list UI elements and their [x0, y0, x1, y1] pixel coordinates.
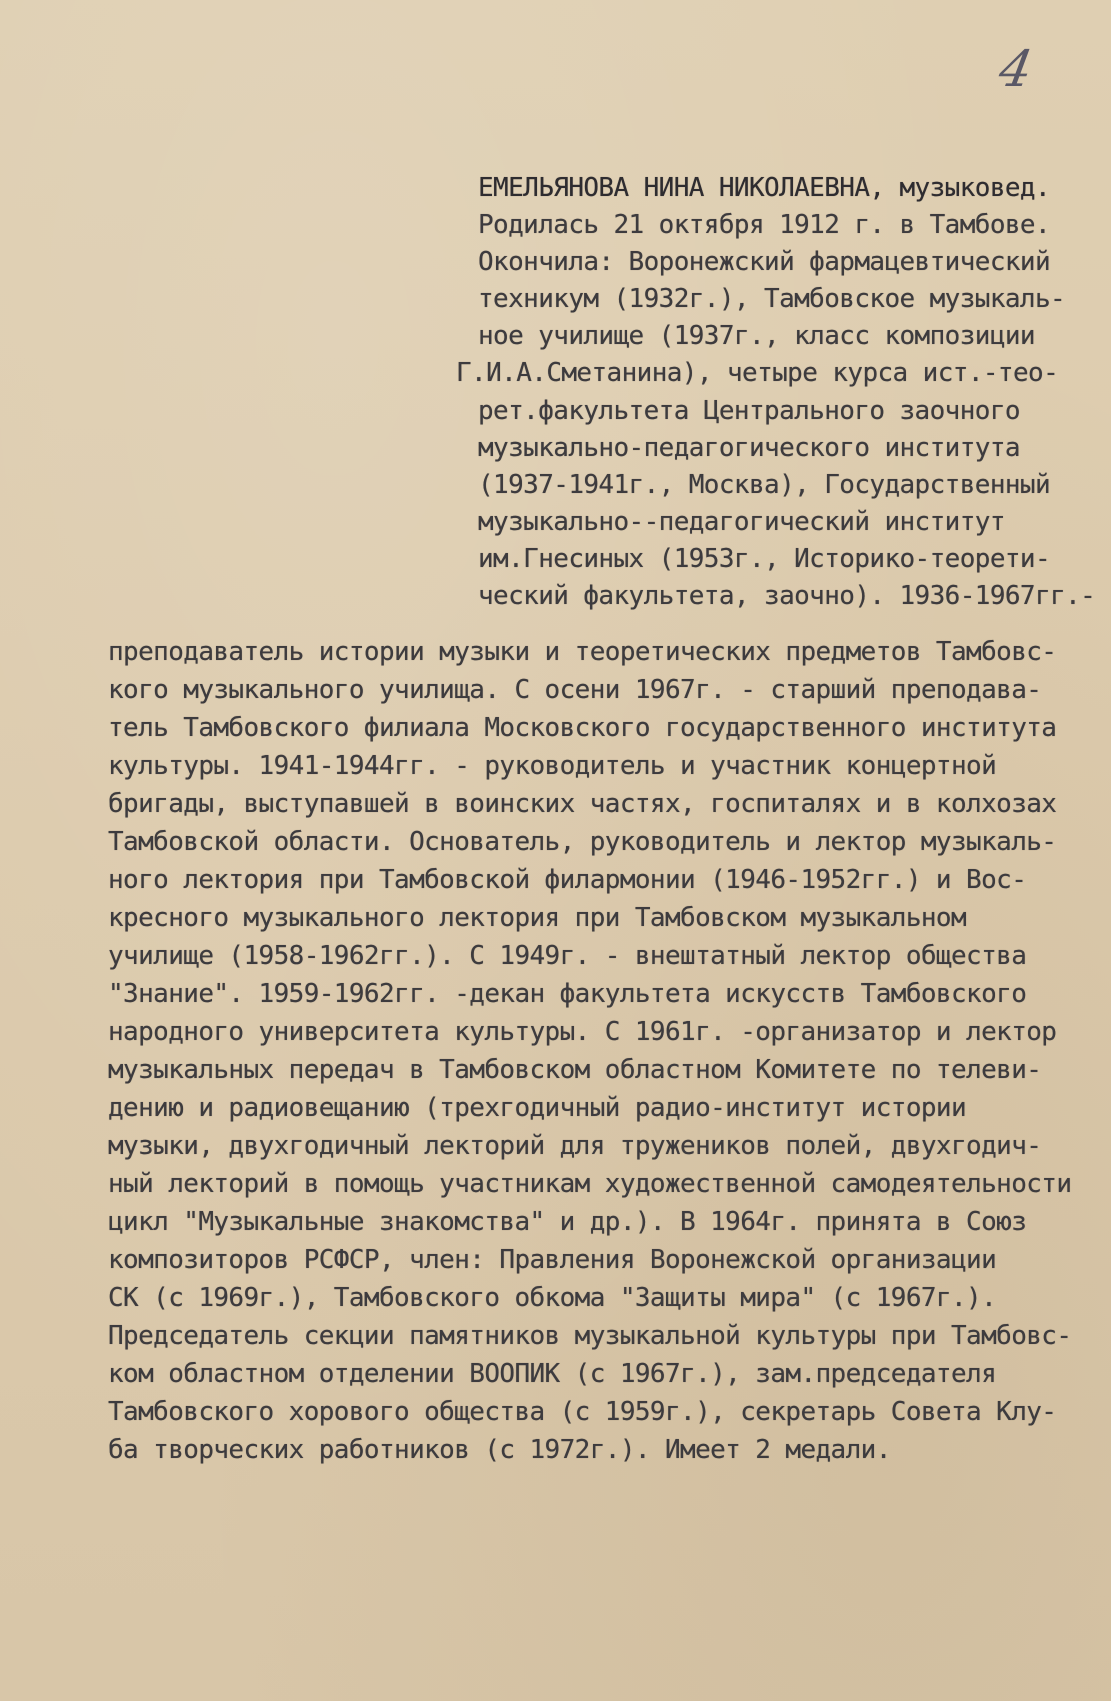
body-line: Тамбовского хорового общества (с 1959г.), секретарь Совета Клу-	[108, 1397, 1057, 1427]
header-line: музыкально--педагогический институт	[478, 507, 1005, 537]
header-line: рет.факультета Центрального заочного	[478, 396, 1020, 426]
header-line: ное училище (1937г., класс композиции	[478, 321, 1035, 351]
body-line: тель Тамбовского филиала Московского государственного института	[108, 713, 1057, 743]
body-line: Тамбовской области. Основатель, руководитель и лектор музыкаль-	[108, 827, 1057, 857]
body-line: училище (1958-1962гг.). С 1949г. - внештатный лектор общества	[108, 941, 1027, 971]
header-line: ЕМЕЛЬЯНОВА НИНА НИКОЛАЕВНА, музыковед.	[478, 173, 1051, 203]
body-line: дению и радиовещанию (трехгодичный радио-институт истории	[108, 1093, 967, 1123]
body-line: музыкальных передач в Тамбовском областном Комитете по телеви-	[108, 1055, 1042, 1085]
body-line: Председатель секции памятников музыкальной культуры при Тамбовс-	[108, 1321, 1072, 1351]
header-line: Окончила: Воронежский фармацевтический	[478, 247, 1051, 277]
body-line: культуры. 1941-1944гг. - руководитель и участник концертной	[108, 751, 997, 781]
header-line: (1937-1941г., Москва), Государственный	[478, 470, 1051, 500]
body-line: народного университета культуры. С 1961г. -организатор и лектор	[108, 1017, 1057, 1047]
body-line: ком областном отделении ВООПИК (с 1967г.), зам.председателя	[108, 1359, 997, 1389]
header-line: ческий факультета, заочно). 1936-1967гг.-	[478, 581, 1096, 611]
body-line: СК (с 1969г.), Тамбовского обкома "Защиты мира" (с 1967г.).	[108, 1283, 997, 1313]
body-line: цикл "Музыкальные знакомства" и др.). В 1964г. принята в Союз	[108, 1207, 1027, 1237]
body-line: ба творческих работников (с 1972г.). Имеет 2 медали.	[108, 1435, 891, 1465]
body-line: преподаватель истории музыки и теоретических предметов Тамбовс-	[108, 637, 1057, 667]
header-line: техникум (1932г.), Тамбовское музыкаль-	[478, 284, 1066, 314]
body-line: кого музыкального училища. С осени 1967г. - старший преподава-	[108, 675, 1042, 705]
header-line: музыкально-педагогического института	[478, 433, 1020, 463]
header-line: им.Гнесиных (1953г., Историко-теорети-	[478, 544, 1051, 574]
body-line: кресного музыкального лектория при Тамбовском музыкальном	[108, 903, 967, 933]
body-line: ный лекторий в помощь участникам художественной самодеятельности	[108, 1169, 1072, 1199]
header-line: Г.И.А.Сметанина), четыре курса ист.-тео-	[456, 358, 1059, 388]
body-line: ного лектория при Тамбовской филармонии (1946-1952гг.) и Вос-	[108, 865, 1027, 895]
page-number: 4	[994, 40, 1037, 98]
body-line: композиторов РСФСР, член: Правления Воронежской организации	[108, 1245, 997, 1275]
body-line: музыки, двухгодичный лекторий для тружеников полей, двухгодич-	[108, 1131, 1042, 1161]
body-line: "Знание". 1959-1962гг. -декан факультета искусств Тамбовского	[108, 979, 1027, 1009]
body-line: бригады, выступавшей в воинских частях, госпиталях и в колхозах	[108, 789, 1057, 819]
header-line: Родилась 21 октября 1912 г. в Тамбове.	[478, 210, 1051, 240]
